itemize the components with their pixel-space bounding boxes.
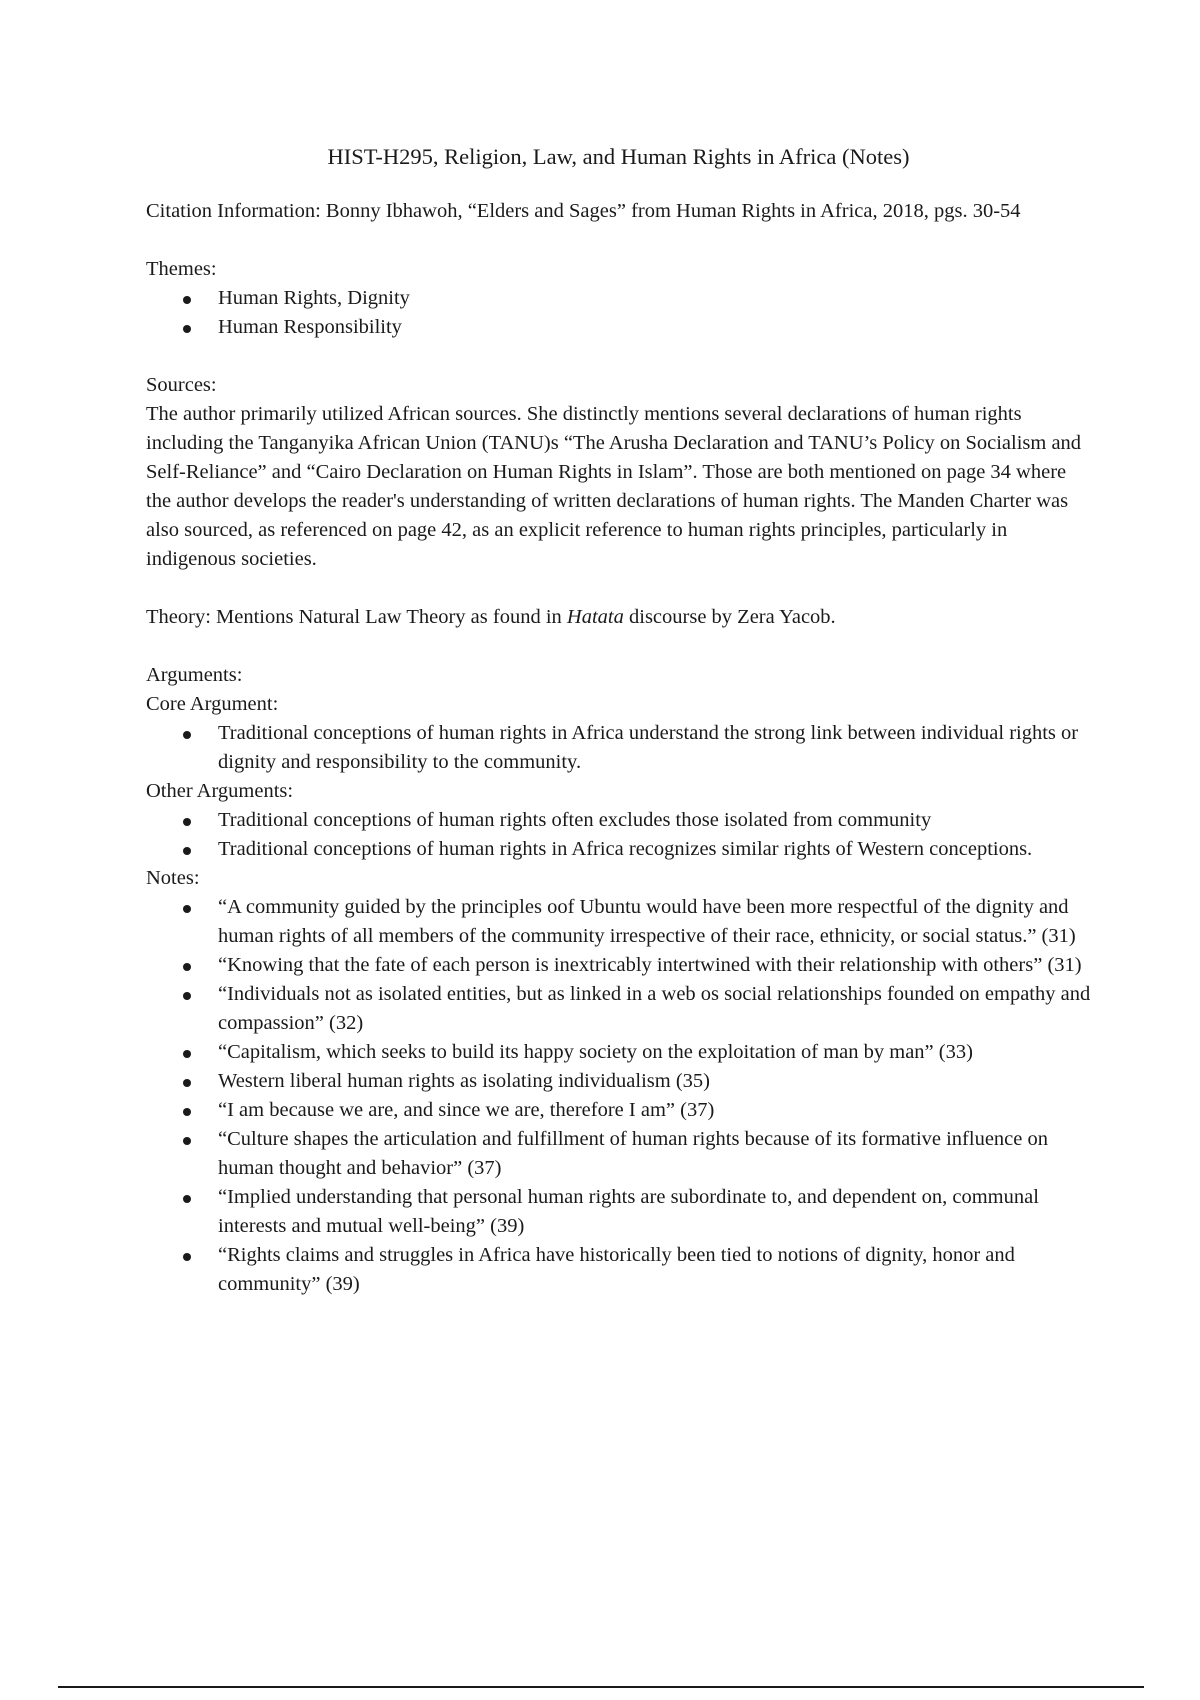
bullet-icon [183, 963, 191, 971]
list-item [218, 1096, 1091, 1125]
bottom-divider [58, 1686, 1144, 1688]
arguments-heading: Arguments: [146, 664, 243, 686]
list-item-text: Human Responsibility [218, 316, 402, 338]
list-item [218, 893, 1091, 951]
spacer [146, 226, 1091, 255]
list-item [218, 806, 1091, 835]
list-item [218, 1125, 1091, 1183]
bullet-icon [183, 818, 191, 826]
bullet-icon [183, 325, 191, 333]
sources-heading: Sources: [146, 374, 217, 396]
list-item [218, 1067, 1091, 1096]
notes-list [146, 893, 1091, 1299]
bullet-icon [183, 1137, 191, 1145]
page-title: HIST-H295, Religion, Law, and Human Rights in Africa (Notes) [327, 144, 910, 169]
theory-text-start: Theory: Mentions Natural Law Theory as found in [146, 606, 567, 628]
bullet-icon [183, 1050, 191, 1058]
spacer [146, 632, 1091, 661]
theory [146, 603, 1091, 632]
themes-heading: Themes: [146, 258, 217, 280]
list-item-text: “I am because we are, and since we are, therefore I am” (37) [218, 1099, 715, 1121]
list-item-text: “Culture shapes the articulation and fulfillment of human rights because of its formative influence on human thought and behavior” (37) [218, 1128, 1048, 1179]
list-item [218, 1241, 1091, 1299]
list-item [218, 980, 1091, 1038]
list-item-text: Traditional conceptions of human rights often excludes those isolated from community [218, 809, 932, 831]
spacer [146, 574, 1091, 603]
list-item [218, 284, 1091, 313]
list-item-text: “Capitalism, which seeks to build its happy society on the exploitation of man by man” (33) [218, 1041, 973, 1063]
citation: Citation Information: Bonny Ibhawoh, “Elders and Sages” from Human Rights in Africa, 2018, pgs. 30-54 [146, 200, 1021, 222]
bullet-icon [183, 992, 191, 1000]
list-item-text: Human Rights, Dignity [218, 287, 410, 309]
list-item [218, 1183, 1091, 1241]
core-argument-list [146, 719, 1091, 777]
notes-heading: Notes: [146, 867, 200, 889]
list-item-text: “Knowing that the fate of each person is inextricably intertwined with their relationship with others” (31) [218, 954, 1082, 976]
list-item [218, 835, 1091, 864]
spacer [146, 342, 1091, 371]
other-arguments-heading: Other Arguments: [146, 780, 294, 802]
themes-list [146, 284, 1091, 342]
list-item-text: “Implied understanding that personal human rights are subordinate to, and dependent on, communal interests and mutual well-being” (39) [218, 1186, 1039, 1237]
bullet-icon [183, 731, 191, 739]
list-item-text: Traditional conceptions of human rights in Africa understand the strong link between individual rights or dignity and responsibility to the community. [218, 722, 1079, 773]
bullet-icon [183, 1079, 191, 1087]
bullet-icon [183, 1108, 191, 1116]
list-item [218, 1038, 1091, 1067]
list-item-text: “Rights claims and struggles in Africa have historically been tied to notions of dignity, honor and community” (39) [218, 1244, 1015, 1295]
sources-body: The author primarily utilized African sources. She distinctly mentions several declarations of human rights including the Tanganyika African Union (TANU)s “The Arusha Declaration and TANU’s Policy on Socialism and Self-Reliance” and “Cairo Declaration on Human Rights in Islam”. Those are both mentioned on page 34 where the author develops the reader's understanding of written declarations of human rights. The Manden Charter was also sourced, as referenced on page 42, as an explicit reference to human rights principles, particularly in indigenous societies. [146, 403, 1082, 570]
list-item [218, 719, 1091, 777]
list-item [218, 313, 1091, 342]
other-arguments-list [146, 806, 1091, 864]
theory-italic-title: Hatata [566, 606, 624, 628]
list-item-text: “A community guided by the principles oof Ubuntu would have been more respectful of the dignity and human rights of all members of the community irrespective of their race, ethnicity, or social status.” (31) [218, 896, 1076, 947]
bullet-icon [183, 847, 191, 855]
list-item [218, 951, 1091, 980]
theory-text-end: discourse by Zera Yacob. [623, 606, 836, 628]
list-item-text: Western liberal human rights as isolating individualism (35) [218, 1070, 710, 1092]
list-item-text: Traditional conceptions of human rights in Africa recognizes similar rights of Western conceptions. [218, 838, 1033, 860]
list-item-text: “Individuals not as isolated entities, but as linked in a web os social relationships founded on empathy and compassion” (32) [218, 983, 1091, 1034]
bullet-icon [183, 905, 191, 913]
core-argument-heading: Core Argument: [146, 693, 279, 715]
bullet-icon [183, 1253, 191, 1261]
document-content [146, 142, 1091, 1299]
bullet-icon [183, 1195, 191, 1203]
bullet-icon [183, 296, 191, 304]
